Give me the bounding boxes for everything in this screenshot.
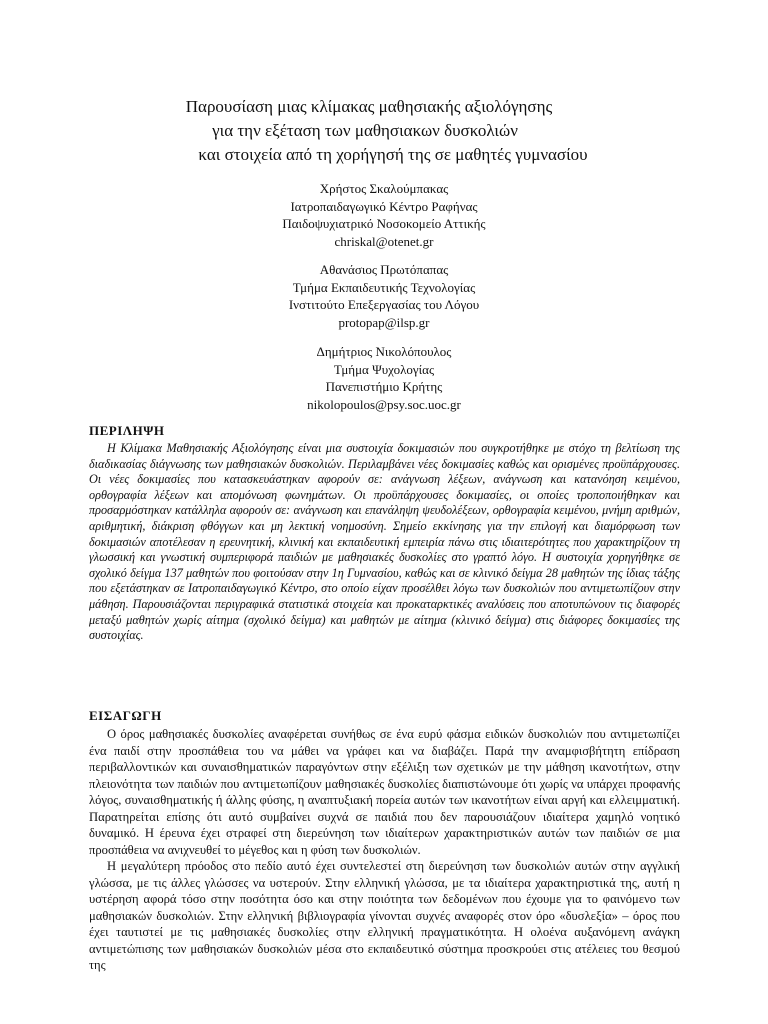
author-affiliation: Ινστιτούτο Επεξεργασίας του Λόγου	[288, 297, 480, 312]
author-name: Δημήτριος Νικολόπουλος	[316, 344, 452, 359]
author-affiliation: Ιατροπαιδαγωγικό Κέντρο Ραφήνας	[290, 198, 478, 214]
author-block-1	[0, 180, 768, 250]
author-affiliation: Πανεπιστήμιο Κρήτης	[325, 379, 443, 394]
author-email[interactable]: nikolopoulos@psy.soc.uoc.gr	[307, 396, 461, 412]
title-line-3: και στοιχεία από τη χορήγησή της σε μαθητές γυμνασίου	[198, 145, 588, 164]
author-affiliation: Τμήμα Εκπαιδευτικής Τεχνολογίας	[292, 279, 476, 295]
author-block-3	[0, 343, 768, 413]
author-email[interactable]: chriskal@otenet.gr	[334, 233, 434, 249]
introduction-body	[89, 726, 680, 974]
author-block-2	[0, 261, 768, 331]
author-name: Χρήστος Σκαλούμπακας	[319, 181, 449, 196]
abstract-text: Η Κλίμακα Μαθησιακής Αξιολόγησης είναι μια συστοιχία δοκιμασιών που συγκροτήθηκε με στόχο τη βελτίωση της διαδικασίας διάγνωσης των μαθησιακών δυσκολιών. Περιλαμβάνει νέες δοκιμασίες καθώς και ορισμένες προϋπάρχουσες. Οι νέες δοκιμασίες που κατασκευάστηκαν αφορούν σε: ανάγνωση λέξεων, ανάγνωση και κατανόηση κειμένου, ορθογραφία λέξεων και απομόνωση φωνημάτων. Οι προϋπάρχουσες δοκιμασίες, οι οποίες τροποποιήθηκαν και προσαρμόστηκαν κατάλληλα αφορούν σε: ανάγνωση και επανάληψη ψευδολέξεων, ορθογραφία κειμένου, μνήμη αριθμών, αριθμητική, διάκριση φθόγγων και μη λεκτική νοημοσύνη. Σημείο εκκίνησης για την επιλογή και διαμόρφωση των δοκιμασιών αποτέλεσαν η ερευνητική, κλινική και εκπαιδευτική εμπειρία πάνω στις ιδιαιτερότητες που χαρακτηρίζουν τη γλωσσική και γνωστική συμπεριφορά παιδιών με μαθησιακές δυσκολίες στο γραπτό λόγο. Η συστοιχία χορηγήθηκε σε σχολικό δείγμα 137 μαθητών που φοιτούσαν στην 1η Γυμνασίου, καθώς και σε κλινικό δείγμα 28 μαθητών της ίδιας τάξης που εξετάστηκαν σε Ιατροπαιδαγωγικό Κέντρο, στο οποίο είχαν προσέλθει λόγω των δυσκολιών που αντιμετωπίζουν στην μάθηση. Παρουσιάζονται περιγραφικά στατιστικά στοιχεία και προκαταρκτικές αναλύσεις που αποτυπώνουν τις διαφορές μεταξύ μαθητών χωρίς αίτημα (σχολικό δείγμα) και μαθητών με αίτημα (κλινικό δείγμα) στις διάφορες δοκιμασίες της συστοιχίας.	[89, 441, 680, 643]
intro-paragraph-2: Η μεγαλύτερη πρόοδος στο πεδίο αυτό έχει συντελεστεί στη διερεύνηση των δυσκολιών αυτών στην αγγλική γλώσσα, με τις άλλες γλώσσες να υστερούν. Στην ελληνική γλώσσα, με τα ιδιαίτερα χαρακτηριστικά της, αυτή η υστέρηση αφορά τόσο στην ποσότητα όσο και στην ποιότητα των δεδομένων που έχουμε για το φαινόμενο των μαθησιακών δυσκολιών. Στην ελληνική βιβλιογραφία γίνονται συχνές αναφορές στον όρο «δυσλεξία» – όρος που έχει ταυτιστεί με τις μαθησιακές δυσκολίες στην ελληνική πραγματικότητα. Η ολοένα αυξανόμενη ανάγκη αντιμετώπισης των μαθησιακών δυσκολιών μέσα στο εκπαιδευτικό σύστημα προσκρούει στις ατέλειες του θεσμού της	[89, 859, 680, 972]
paper-title	[0, 95, 768, 167]
abstract-heading: ΠΕΡΙΛΗΨΗ	[89, 423, 165, 438]
title-line-1: Παρουσίαση μιας κλίμακας μαθησιακής αξιολόγησης	[185, 97, 553, 116]
author-name: Αθανάσιος Πρωτόπαπας	[319, 262, 449, 277]
author-affiliation: Παιδοψυχιατρικό Νοσοκομείο Αττικής	[282, 216, 486, 231]
author-affiliation: Τμήμα Ψυχολογίας	[333, 361, 435, 377]
author-email[interactable]: protopap@ilsp.gr	[338, 314, 430, 330]
introduction-heading: ΕΙΣΑΓΩΓΗ	[89, 708, 162, 723]
title-line-2: για την εξέταση των μαθησιακων δυσκολιών	[212, 121, 518, 140]
intro-paragraph-1: Ο όρος μαθησιακές δυσκολίες αναφέρεται συνήθως σε ένα ευρύ φάσμα ειδικών δυσκολιών που αντιμετωπίζει ένα παιδί στην προσπάθεια του να μάθει να γράφει και να διαβάζει. Παρά την αναμφισβήτητη επίδραση περιβαλλοντικών και συναισθηματικών παραγόντων στην εξέλιξη των σχετικών με την μάθηση ικανοτήτων, στην πλειονότητα των παιδιών που αντιμετωπίζουν μαθησιακές δυσκολίες διαπιστώνουμε ότι χωρίς να υπάρχει προφανής λόγος, συναισθηματικής ή άλλης φύσης, η αναπτυξιακή πορεία αυτών των ικανοτήτων είναι αργή και ελλειμματική. Παρατηρείται επίσης ότι αυτό συμβαίνει συχνά σε παιδιά που δεν παρουσιάζουν ιδιαίτερα χαμηλό νοητικό δυναμικό. Η έρευνα έχει στραφεί στη διερεύνηση των ιδιαίτερων χαρακτηριστικών αυτών των παιδιών σε μια προσπάθεια να ανιχνευθεί το μέγεθος και η φύση των δυσκολιών.	[89, 727, 680, 857]
